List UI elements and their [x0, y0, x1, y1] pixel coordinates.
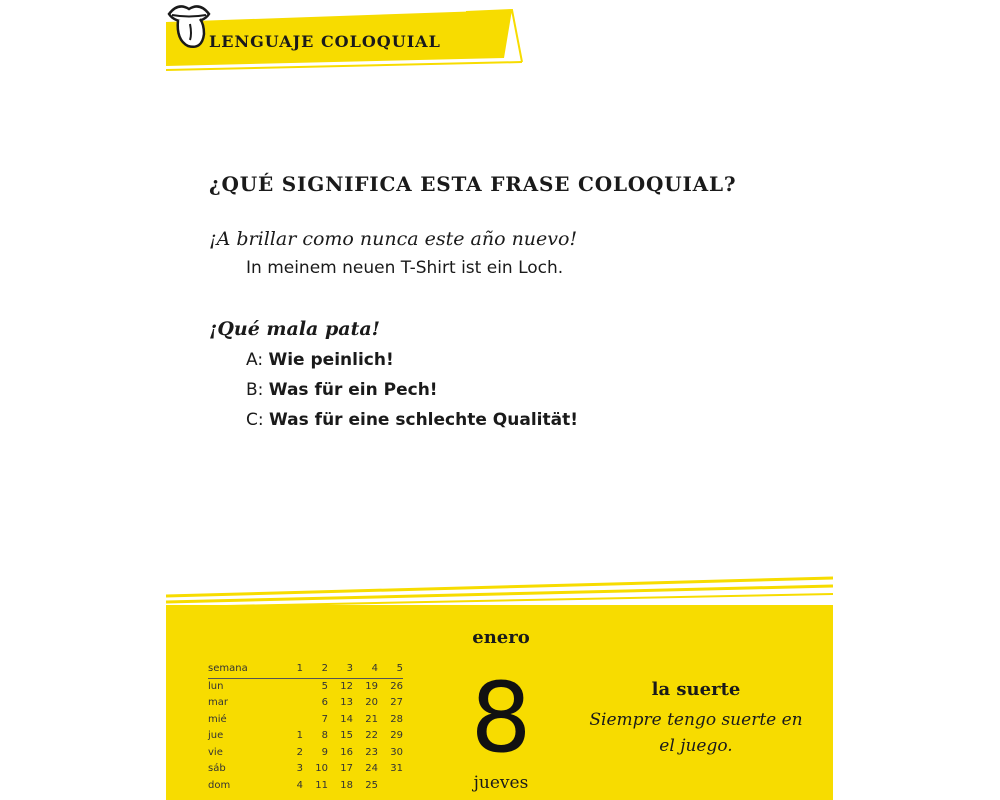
- calendar-cell: 31: [390, 763, 403, 774]
- calendar-cell: 1: [296, 730, 303, 741]
- calendar-header-cell: 3: [328, 661, 353, 678]
- calendar-cell: 30: [390, 746, 403, 758]
- option-text: Was für eine schlechte Qualität!: [269, 410, 578, 430]
- category-tag: [166, 0, 566, 74]
- calendar-cell: lun: [208, 680, 224, 692]
- decorative-stripes: [166, 570, 833, 610]
- calendar-cell: 26: [390, 680, 403, 692]
- option-label: B:: [246, 380, 264, 400]
- calendar-cell: 23: [365, 746, 378, 758]
- calendar-cell: mié: [208, 713, 227, 725]
- calendar-cell: mar: [208, 697, 228, 708]
- month-label: enero: [472, 627, 530, 648]
- phrase-2: ¡Qué mala pata!: [209, 318, 380, 340]
- calendar-cell: sáb: [208, 763, 226, 774]
- calendar-row: [208, 761, 403, 778]
- option-a: [246, 350, 394, 370]
- mini-calendar: [208, 661, 403, 794]
- phrase-1: ¡A brillar como nunca este año nuevo!: [209, 228, 578, 250]
- day-number: 8: [470, 662, 532, 774]
- calendar-cell: 25: [365, 779, 378, 791]
- option-label: C:: [246, 410, 264, 430]
- tongue-out-icon: [166, 0, 212, 52]
- calendar-row: [208, 712, 403, 729]
- calendar-cell: 28: [390, 713, 403, 725]
- calendar-cell: 17: [340, 763, 353, 774]
- calendar-cell: jue: [208, 730, 224, 741]
- calendar-cell: 16: [340, 746, 353, 758]
- phrase-1-translation: In meinem neuen T-Shirt ist ein Loch.: [246, 258, 564, 278]
- calendar-cell: [278, 678, 303, 695]
- calendar-row: [208, 678, 403, 695]
- weekday-label: jueves: [473, 773, 529, 793]
- calendar-header-cell: 2: [303, 661, 328, 678]
- calendar-page: [166, 0, 833, 800]
- option-b: [246, 380, 438, 400]
- calendar-cell: 20: [365, 697, 378, 708]
- calendar-cell: 14: [340, 713, 353, 725]
- calendar-cell: [378, 778, 403, 795]
- calendar-cell: 3: [296, 763, 303, 774]
- calendar-cell: 11: [315, 779, 328, 791]
- calendar-cell: 22: [365, 730, 378, 741]
- calendar-cell: 24: [365, 763, 378, 774]
- calendar-header-cell: 1: [278, 661, 303, 678]
- option-text: Wie peinlich!: [268, 350, 394, 370]
- calendar-cell: 18: [340, 779, 353, 791]
- calendar-header-row: [208, 661, 403, 678]
- calendar-cell: 29: [390, 730, 403, 741]
- calendar-cell: 27: [390, 697, 403, 708]
- calendar-cell: dom: [208, 779, 231, 791]
- calendar-cell: 9: [321, 746, 328, 758]
- calendar-cell: 8: [321, 730, 328, 741]
- calendar-cell: [278, 712, 303, 729]
- calendar-cell: [278, 695, 303, 712]
- calendar-row: [208, 778, 403, 795]
- calendar-cell: 21: [365, 713, 378, 725]
- calendar-header-cell: 4: [353, 661, 378, 678]
- category-label: LENGUAJE COLOQUIAL: [209, 32, 441, 51]
- question-title: ¿QUÉ SIGNIFICA ESTA FRASE COLOQUIAL?: [209, 172, 737, 196]
- option-label: A:: [246, 350, 264, 370]
- date-band: [166, 605, 833, 800]
- calendar-row: [208, 745, 403, 762]
- calendar-cell: 15: [340, 730, 353, 741]
- calendar-cell: vie: [208, 746, 223, 758]
- calendar-cell: 10: [315, 763, 328, 774]
- calendar-cell: 2: [296, 746, 303, 758]
- option-text: Was für ein Pech!: [268, 380, 438, 400]
- vocab-word: la suerte: [651, 679, 741, 700]
- calendar-cell: 12: [340, 680, 353, 692]
- calendar-cell: 19: [365, 680, 378, 692]
- calendar-header-cell: semana: [208, 661, 278, 678]
- calendar-cell: 4: [296, 779, 303, 791]
- vocab-example: Siempre tengo suerte en el juego.: [589, 710, 803, 756]
- calendar-cell: 5: [321, 680, 328, 692]
- option-c: [246, 410, 578, 430]
- calendar-row: [208, 728, 403, 745]
- calendar-cell: 6: [321, 697, 328, 708]
- calendar-row: [208, 695, 403, 712]
- calendar-header-cell: 5: [378, 661, 403, 678]
- calendar-cell: 7: [321, 713, 328, 725]
- calendar-cell: 13: [340, 697, 353, 708]
